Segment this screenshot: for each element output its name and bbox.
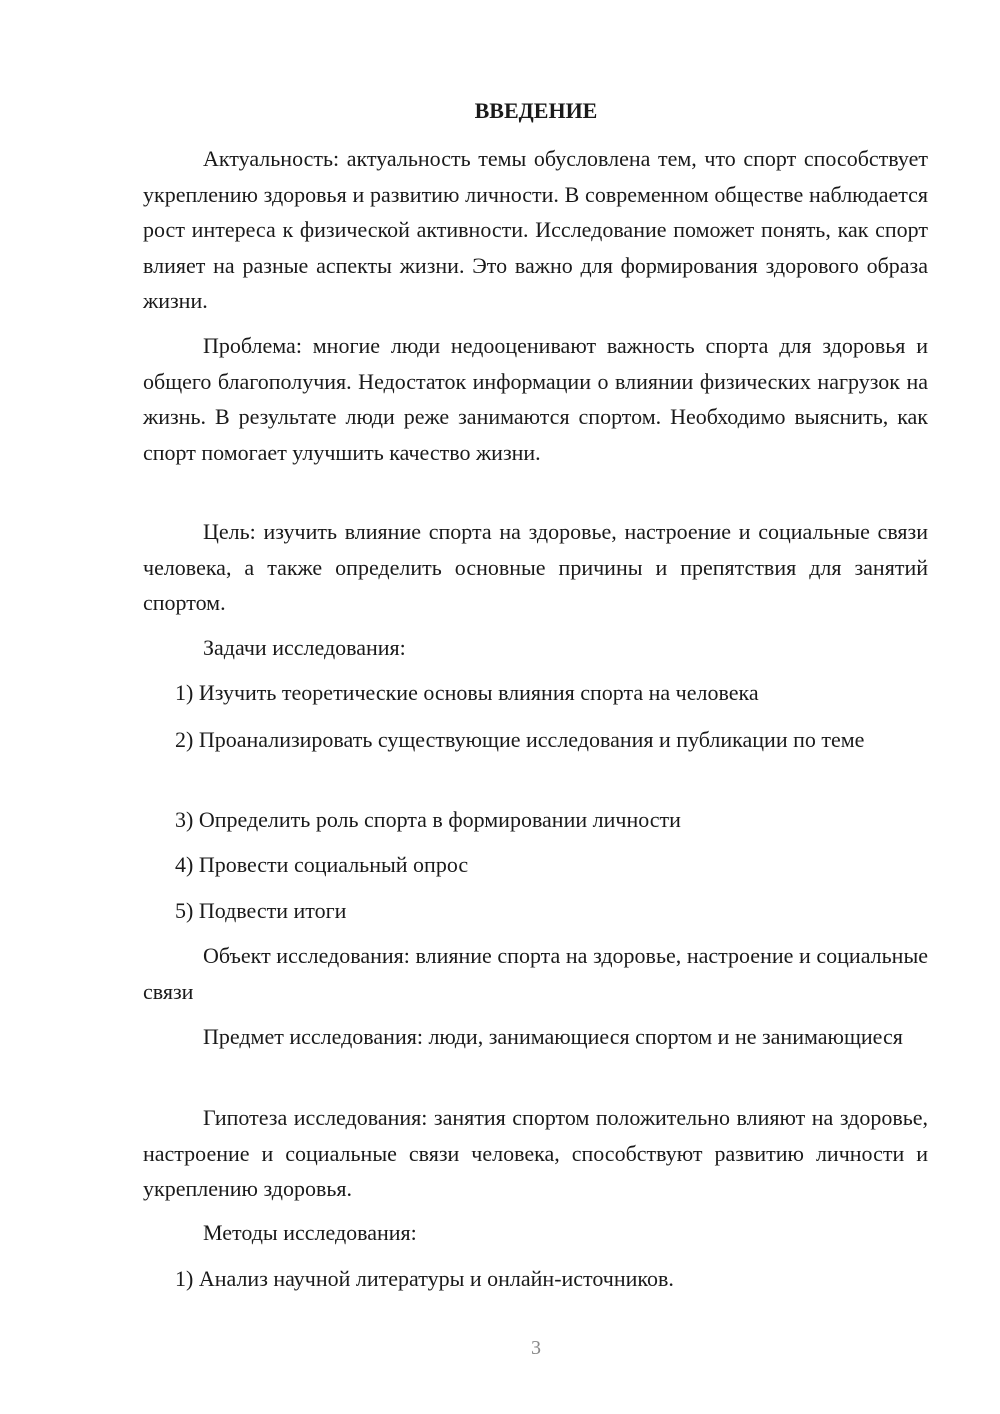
paragraph-goal: Цель: изучить влияние спорта на здоровье, настроение и социальные связи человека, а также определить основные причины и препятствия для занятий спортом. [143, 519, 928, 615]
methods-heading: Методы исследования: [203, 1220, 417, 1245]
paragraph-object: Объект исследования: влияние спорта на здоровье, настроение и социальные связи [143, 943, 928, 1004]
task-item-3: 3) Определить роль спорта в формировании личности [175, 807, 681, 832]
page-number: 3 [531, 1337, 541, 1359]
tasks-heading: Задачи исследования: [203, 635, 406, 660]
task-item-4: 4) Провести социальный опрос [175, 852, 469, 877]
paragraph-hypothesis: Гипотеза исследования: занятия спортом положительно влияют на здоровье, настроение и социальные связи человека, способствуют развитию личности и укреплению здоровья. [143, 1105, 928, 1201]
paragraph-relevance: Актуальность: актуальность темы обусловлена тем, что спорт способствует укреплению здоровья и развитию личности. В современном обществе наблюдается рост интереса к физической активности. Исследование поможет понять, как спорт влияет на разные аспекты жизни. Это важно для формирования здорового образа жизни. [143, 146, 928, 313]
paragraph-problem: Проблема: многие люди недооценивают важность спорта для здоровья и общего благополучия. Недостаток информации о влиянии физических нагрузок на жизнь. В результате люди реже занимаются спортом. Необходимо выяснить, как спорт помогает улучшить качество жизни. [143, 333, 928, 465]
task-item-1: 1) Изучить теоретические основы влияния спорта на человека [175, 680, 759, 705]
paragraph-subject: Предмет исследования: люди, занимающиеся спортом и не занимающиеся [203, 1024, 903, 1049]
page-title: ВВЕДЕНИЕ [474, 98, 598, 123]
task-item-2: 2) Проанализировать существующие исследования и публикации по теме [175, 727, 865, 752]
method-item-1: 1) Анализ научной литературы и онлайн-источников. [175, 1266, 674, 1291]
task-item-5: 5) Подвести итоги [175, 898, 347, 923]
